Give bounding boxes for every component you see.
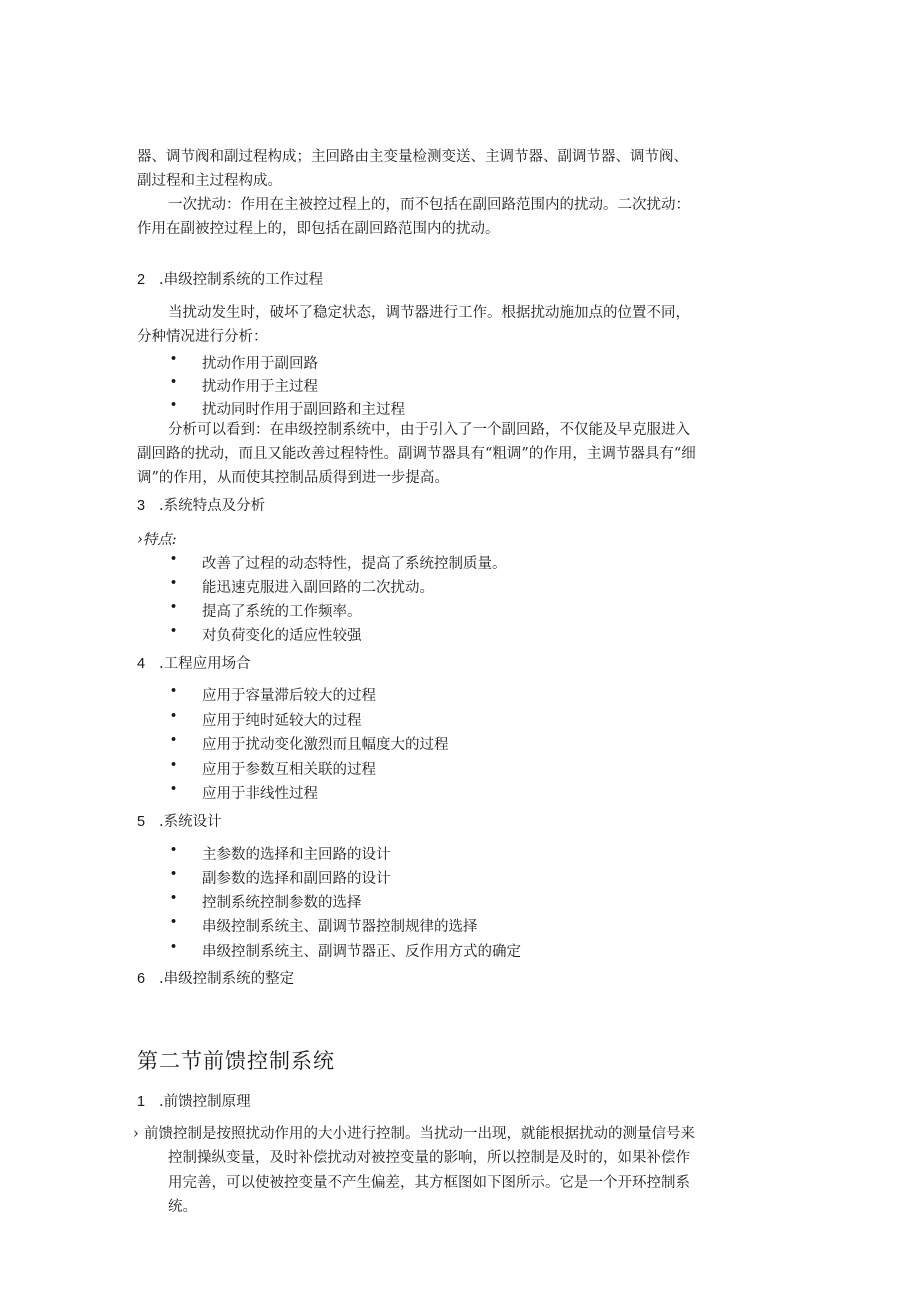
bullet-icon: • [171,732,177,748]
ff-para-line-3: 用完善，可以使被控变量不产生偏差，其方框图如下图所示。它是一个开环控制系 [168,1175,690,1191]
bullet-icon: • [171,599,177,615]
list-item: • 应用于容量滞后较大的过程 [171,683,376,704]
section-5-title: .系统设计 [159,814,222,830]
section-2-para-line-1: 当扰动发生时，破坏了稳定状态，调节器进行工作。根据扰动施加点的位置不同， [168,305,690,321]
analysis-line-3: 调”的作用，从而使其控制品质得到进一步提高。 [137,470,449,486]
section-3-number: 3 [137,498,146,514]
list-item: • 扰动同时作用于副回路和主过程 [171,397,405,418]
bullet-icon: • [171,890,177,906]
section-6-title: .串级控制系统的整定 [159,971,295,987]
bullet-icon: • [171,623,177,639]
bullet-icon: • [171,757,177,773]
bullet-icon: • [171,374,177,390]
section-5-heading [137,810,222,831]
intro-line-3: 一次扰动：作用在主被控过程上的，而不包括在副回路范围内的扰动。二次扰动： [168,197,690,213]
bullet-icon: • [171,575,177,591]
list-item: • 扰动作用于主过程 [171,374,318,395]
section-2-para-line-2: 分种情况进行分析： [137,329,268,345]
bullet-icon: • [171,914,177,930]
list-item: • 主参数的选择和主回路的设计 [171,842,391,863]
list-item: • 应用于非线性过程 [171,781,318,802]
ff-para-line-1: 前馈控制是按照扰动作用的大小进行控制。当扰动一出现，就能根据扰动的测量信号来 [144,1126,695,1142]
section-5-number: 5 [137,814,146,830]
list-item: • 副参数的选择和副回路的设计 [171,866,391,887]
section-3-heading [137,494,265,515]
list-item: • 能迅速克服进入副回路的二次扰动。 [171,575,434,596]
list-item: • 应用于扰动变化激烈而且幅度大的过程 [171,732,449,753]
intro-line-2: 副过程和主过程构成。 [137,173,282,189]
bullet-icon: • [171,397,177,413]
section-4-number: 4 [137,656,146,672]
section-2-title: .串级控制系统的工作过程 [159,272,324,288]
chapter-2-title: 第二节前馈控制系统 [137,1049,335,1073]
list-item: • 扰动作用于副回路 [171,351,318,372]
bullet-icon: • [171,551,177,567]
section-6-number: 6 [137,971,146,987]
section-2-heading [137,268,323,289]
bullet-icon: • [171,866,177,882]
analysis-line-1: 分析可以看到：在串级控制系统中，由于引入了一个副回路，不仅能及早克服进入 [168,422,690,438]
section-4-heading [137,652,251,673]
list-item: • 对负荷变化的适应性较强 [171,623,362,644]
analysis-line-2: 副回路的扰动，而且又能改善过程特性。副调节器具有“粗调”的作用，主调节器具有“细 [137,446,696,462]
section-4-title: .工程应用场合 [159,656,251,672]
list-item: • 提高了系统的工作频率。 [171,599,362,620]
list-item: • 应用于参数互相关联的过程 [171,757,376,778]
list-item: • 控制系统控制参数的选择 [171,890,362,911]
subsection-1-number: 1 [137,1094,146,1110]
intro-line-1: 器、调节阀和副过程构成；主回路由主变量检测变送、主调节器、副调节器、调节阀、 [137,149,688,165]
features-label: ›特点: [137,532,177,548]
bullet-icon: • [171,708,177,724]
section-6-heading [137,967,294,988]
subsection-1-title: .前馈控制原理 [159,1094,251,1110]
list-item: • 串级控制系统主、副调节器控制规律的选择 [171,914,478,935]
list-item: • 应用于纯时延较大的过程 [171,708,362,729]
intro-line-4: 作用在副被控过程上的，即包括在副回路范围内的扰动。 [137,221,500,237]
ff-para-line-2: 控制操纵变量，及时补偿扰动对被控变量的影响，所以控制是及时的，如果补偿作 [168,1150,690,1166]
section-3-title: .系统特点及分析 [159,498,266,514]
ff-para-line-4: 统。 [168,1199,197,1215]
bullet-icon: • [171,351,177,367]
chevron-right-icon: › [133,1126,139,1142]
section-2-number: 2 [137,272,146,288]
list-item: • 串级控制系统主、副调节器正、反作用方式的确定 [171,939,521,960]
list-item: • 改善了过程的动态特性，提高了系统控制质量。 [171,551,507,572]
bullet-icon: • [171,842,177,858]
bullet-icon: • [171,939,177,955]
subsection-1-heading [137,1090,251,1111]
bullet-icon: • [171,683,177,699]
bullet-icon: • [171,781,177,797]
